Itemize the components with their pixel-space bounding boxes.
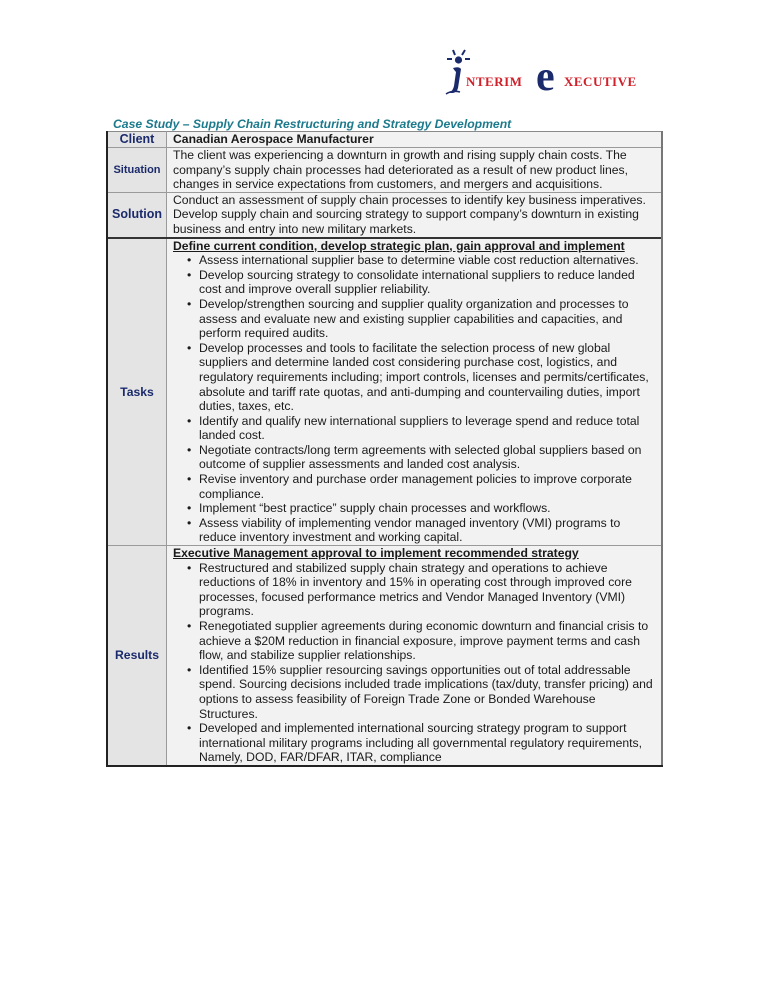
- client-label: Client: [107, 132, 167, 148]
- solution-text: Conduct an assessment of supply chain processes to identify key business imperatives. Develop supply chain and sourcing strategy to support company’s downturn in existing business and entry into new military markets.: [167, 192, 663, 237]
- situation-row: [107, 148, 662, 193]
- tasks-heading: Define current condition, develop strategic plan, gain approval and implement: [173, 238, 625, 253]
- task-item: • Develop sourcing strategy to consolidate international suppliers to reduce landed cost and improve overall supplier reliability.: [199, 268, 657, 297]
- client-row: [107, 132, 662, 148]
- solution-row: [107, 192, 662, 237]
- task-item: • Assess international supplier base to determine viable cost reduction alternatives.: [199, 253, 657, 268]
- task-item: • Implement “best practice” supply chain processes and workflows.: [199, 501, 657, 516]
- result-item: • Restructured and stabilized supply chain strategy and operations to achieve reductions of 18% in inventory and 15% in operating cost through improved core processes, focused performance metrics and Vendor Managed Inventory (VMI) programs.: [199, 561, 657, 619]
- result-item: • Developed and implemented international sourcing strategy program to support international military programs including all governmental regulatory requirements, Namely, DOD, FAR/DFAR, ITAR, compliance: [199, 721, 657, 765]
- case-study-title: Case Study – Supply Chain Restructuring and Strategy Development: [113, 117, 512, 131]
- case-study-table: [106, 131, 663, 767]
- task-item: • Develop processes and tools to facilitate the selection process of new global suppliers and determine landed cost considering purchase cost, logistics, and regulatory requirements including; import controls, licenses and permits/certificates, absolute and tariff rate quotas, and anti-dumping and countervailing duties, import duties, taxes, etc.: [199, 341, 657, 414]
- task-item: • Identify and qualify new international suppliers to leverage spend and reduce total landed cost.: [199, 414, 657, 443]
- results-list: [173, 561, 657, 765]
- tasks-list: [173, 253, 657, 545]
- results-row: [107, 546, 662, 766]
- logo-word-executive: XECUTIVE: [564, 74, 637, 89]
- result-item: • Renegotiated supplier agreements during economic downturn and financial crisis to achieve a $20M reduction in financial exposure, improve payment terms and cash flow, and stabilize supplier relationships.: [199, 619, 657, 663]
- results-heading: Executive Management approval to implement recommended strategy: [173, 546, 579, 561]
- task-item: • Revise inventory and purchase order management policies to improve corporate compliance.: [199, 472, 657, 501]
- results-label: Results: [107, 546, 167, 766]
- company-logo: [444, 48, 664, 98]
- situation-label: Situation: [107, 148, 167, 193]
- task-item: • Develop/strengthen sourcing and supplier quality organization and processes to assess and evaluate new and existing supplier capabilities and capacities, and perform required audits.: [199, 297, 657, 341]
- results-content: [167, 546, 663, 766]
- logo-initial-e: e: [536, 54, 555, 100]
- tasks-row: [107, 238, 662, 546]
- tasks-label: Tasks: [107, 238, 167, 546]
- situation-text: The client was experiencing a downturn in growth and rising supply chain costs. The company’s supply chain processes had deteriorated as a result of new product lines, changes in service expectations from customers, and mergers and acquisitions.: [167, 148, 663, 193]
- task-item: • Negotiate contracts/long term agreements with selected global suppliers based on outcome of supplier assessments and landed cost analysis.: [199, 443, 657, 472]
- logo-word-interim: NTERIM: [466, 74, 523, 89]
- tasks-content: [167, 238, 663, 546]
- solution-label: Solution: [107, 192, 167, 237]
- result-item: • Identified 15% supplier resourcing savings opportunities out of total addressable spend. Sourcing decisions included trade implications (tax/duty, transfer pricing) and options to assess feasibility of Foreign Trade Zone or Bonded Warehouse Structures.: [199, 663, 657, 721]
- task-item: • Assess viability of implementing vendor managed inventory (VMI) programs to reduce inventory investment and working capital.: [199, 516, 657, 545]
- client-value: Canadian Aerospace Manufacturer: [167, 132, 663, 148]
